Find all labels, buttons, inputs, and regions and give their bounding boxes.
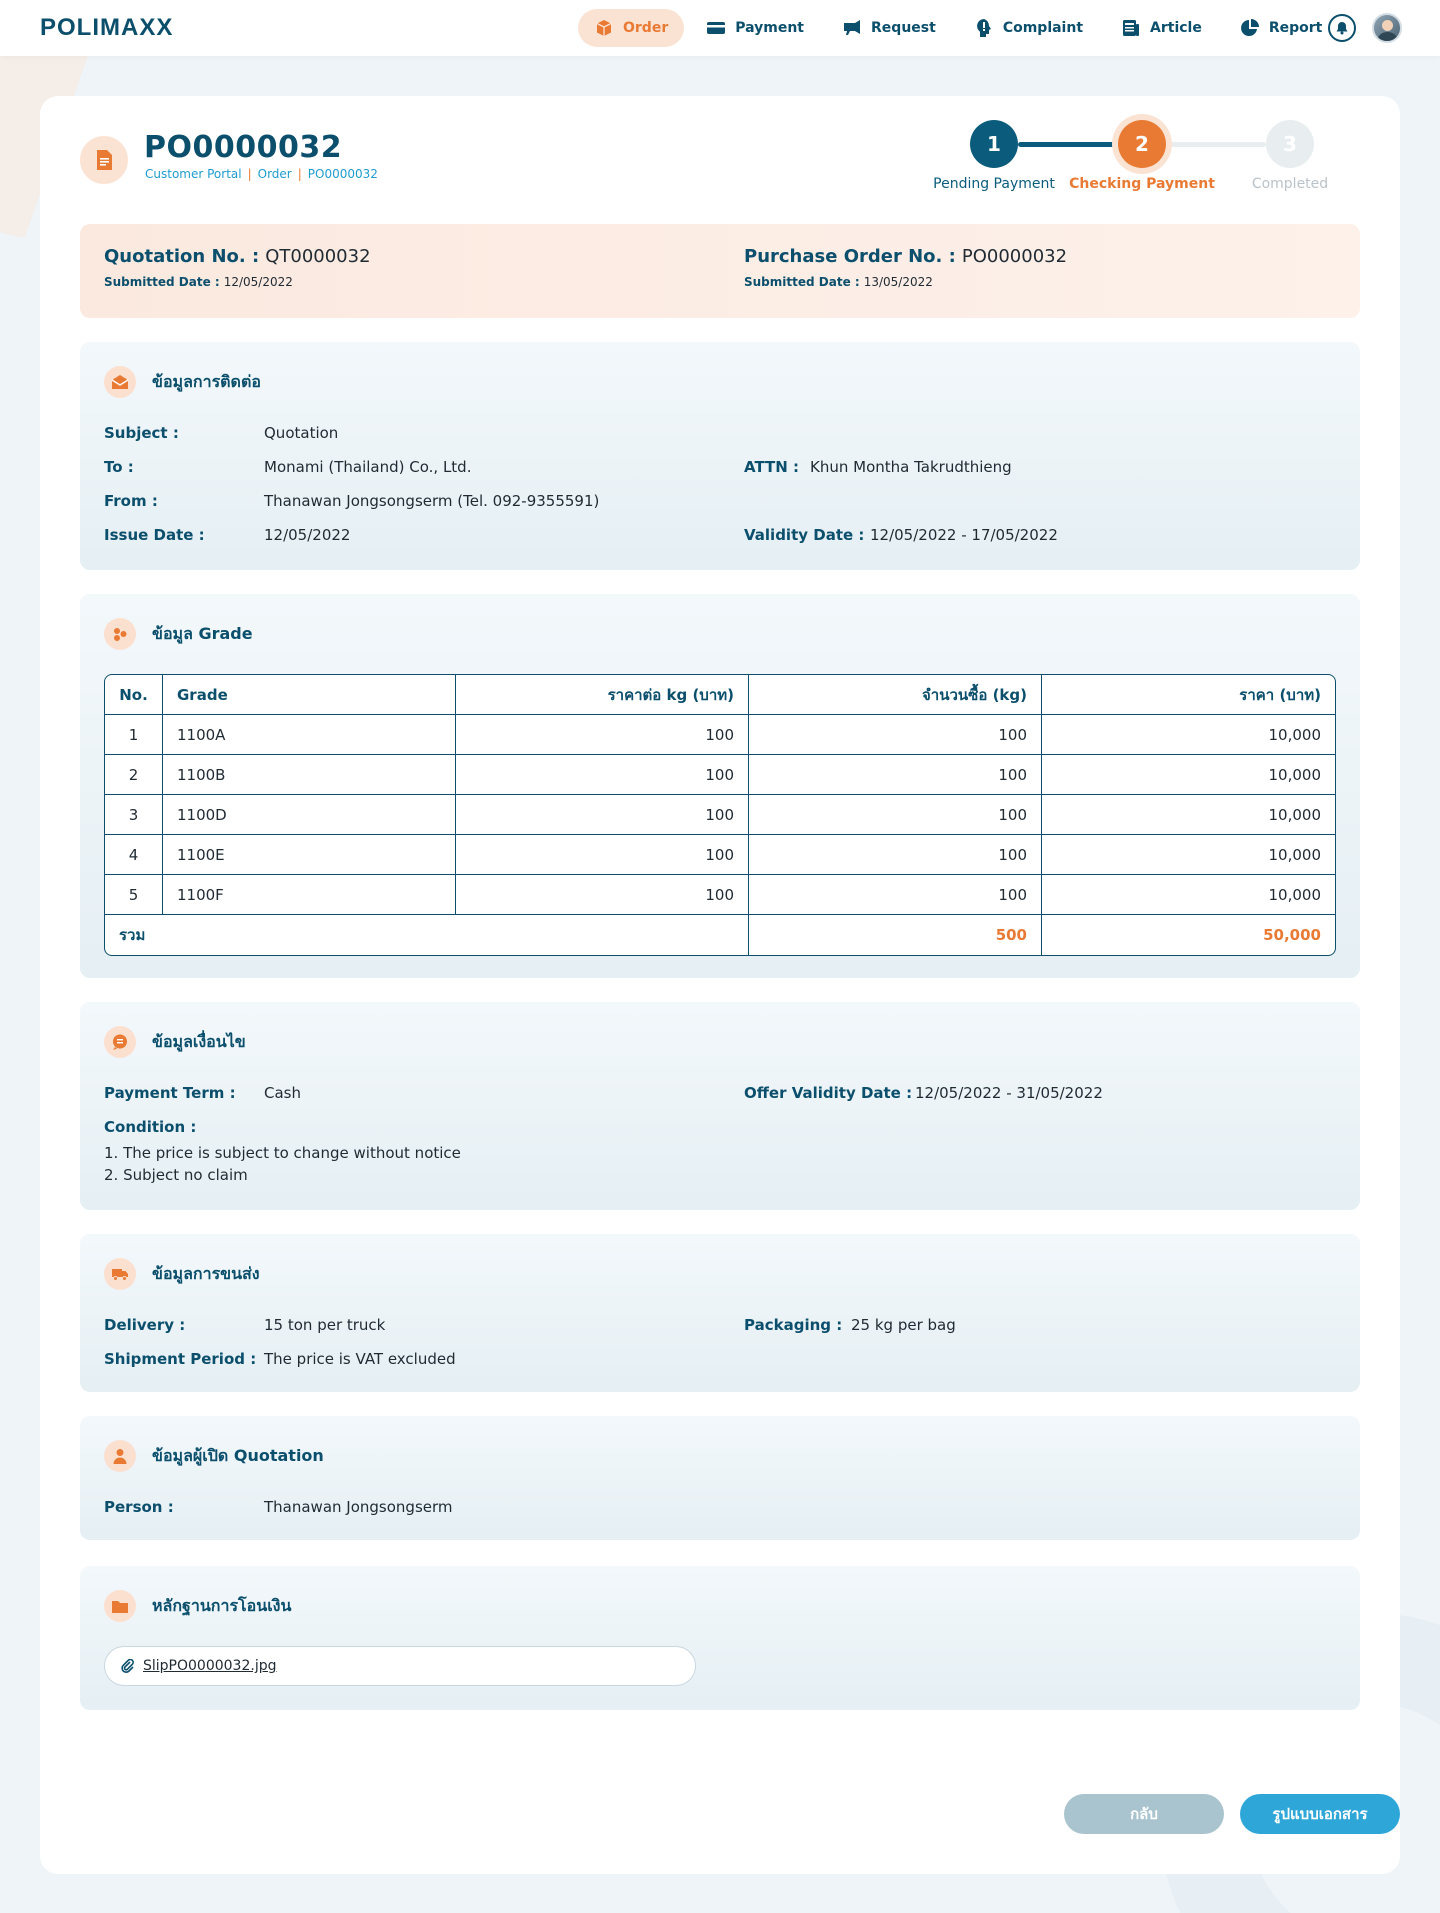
complaint-icon xyxy=(974,18,994,38)
section-title: ข้อมูลเงื่อนไข xyxy=(152,1031,246,1051)
grade-table xyxy=(104,674,1336,956)
row-amount: 10,000 xyxy=(1042,755,1335,795)
row-no: 5 xyxy=(105,875,163,915)
po-date-label: Submitted Date : xyxy=(744,275,860,289)
table-row xyxy=(105,715,1335,755)
payment-term-value: Cash xyxy=(264,1084,301,1102)
row-qty: 100 xyxy=(749,875,1042,915)
chat-icon xyxy=(104,1026,136,1058)
table-total-row xyxy=(105,915,1335,955)
packaging-value: 25 kg per bag xyxy=(851,1316,956,1334)
bell-icon xyxy=(1335,21,1349,35)
contact-section xyxy=(80,342,1360,570)
step-2-label: Checking Payment xyxy=(1069,176,1215,192)
nav-item-label: Report xyxy=(1268,20,1323,36)
step-connector xyxy=(1018,142,1118,147)
row-grade: 1100B xyxy=(163,755,456,795)
step-1-circle: 1 xyxy=(970,120,1018,168)
packaging-label: Packaging : xyxy=(744,1316,843,1334)
nav-item-payment[interactable] xyxy=(690,9,820,47)
quotation-no-label: Quotation No. : xyxy=(104,246,260,267)
terms-section xyxy=(80,1002,1360,1210)
user-avatar[interactable] xyxy=(1372,13,1402,43)
issue-date-label: Issue Date : xyxy=(104,526,205,544)
nav-item-order[interactable] xyxy=(578,9,684,47)
po-date: 13/05/2022 xyxy=(863,275,933,289)
total-label: รวม xyxy=(105,915,749,955)
row-no: 4 xyxy=(105,835,163,875)
delivery-label: Delivery : xyxy=(104,1316,186,1334)
condition-item: 2. Subject no claim xyxy=(104,1166,248,1184)
payment-term-label: Payment Term : xyxy=(104,1084,236,1102)
validity-date-label: Validity Date : xyxy=(744,526,865,544)
section-title: ข้อมูลผู้เปิด Quotation xyxy=(152,1445,324,1465)
row-amount: 10,000 xyxy=(1042,795,1335,835)
column-header: Grade xyxy=(163,675,456,715)
validity-date-value: 12/05/2022 - 17/05/2022 xyxy=(870,526,1058,544)
quotation-no: QT0000032 xyxy=(265,246,371,267)
condition-label: Condition : xyxy=(104,1118,197,1136)
back-button[interactable]: กลับ xyxy=(1064,1794,1224,1834)
nav-item-label: Article xyxy=(1150,20,1202,36)
grade-section xyxy=(80,594,1360,978)
shipping-section xyxy=(80,1234,1360,1392)
row-amount: 10,000 xyxy=(1042,875,1335,915)
attachment-link[interactable]: SlipPO0000032.jpg xyxy=(143,1658,277,1674)
row-amount: 10,000 xyxy=(1042,835,1335,875)
quotation-summary xyxy=(80,224,1360,318)
row-qty: 100 xyxy=(749,715,1042,755)
megaphone-icon xyxy=(842,18,862,38)
top-navbar xyxy=(0,0,1440,56)
breadcrumb-item[interactable]: Order xyxy=(257,167,292,181)
truck-icon xyxy=(104,1258,136,1290)
breadcrumb-item: PO0000032 xyxy=(307,167,378,181)
subject-value: Quotation xyxy=(264,424,339,442)
row-price-per-kg: 100 xyxy=(456,795,749,835)
column-header: ราคา (บาท) xyxy=(1042,675,1335,715)
table-row xyxy=(105,835,1335,875)
from-label: From : xyxy=(104,492,158,510)
column-header: จำนวนซื้อ (kg) xyxy=(749,675,1042,715)
to-label: To : xyxy=(104,458,134,476)
attn-label: ATTN : xyxy=(744,458,800,476)
nav-item-request[interactable] xyxy=(826,9,952,47)
paperclip-icon xyxy=(121,1659,135,1673)
column-header: ราคาต่อ kg (บาท) xyxy=(456,675,749,715)
row-price-per-kg: 100 xyxy=(456,715,749,755)
row-qty: 100 xyxy=(749,795,1042,835)
row-grade: 1100A xyxy=(163,715,456,755)
section-title: ข้อมูลการขนส่ง xyxy=(152,1263,260,1283)
po-no: PO0000032 xyxy=(961,246,1068,267)
page-title: PO0000032 xyxy=(144,130,343,165)
attn-value: Khun Montha Takrudthieng xyxy=(810,458,1012,476)
nav-menu xyxy=(578,9,1338,47)
document-icon xyxy=(80,136,128,184)
row-price-per-kg: 100 xyxy=(456,875,749,915)
nav-item-article[interactable] xyxy=(1105,9,1218,47)
table-row xyxy=(105,795,1335,835)
card-icon xyxy=(706,18,726,38)
to-value: Monami (Thailand) Co., Ltd. xyxy=(264,458,472,476)
shipment-period-value: The price is VAT excluded xyxy=(264,1350,456,1368)
step-2-circle: 2 xyxy=(1118,120,1166,168)
folder-icon xyxy=(104,1590,136,1622)
nav-item-report[interactable] xyxy=(1224,9,1339,47)
breadcrumb-item[interactable]: Customer Portal xyxy=(145,167,242,181)
row-grade: 1100F xyxy=(163,875,456,915)
person-value: Thanawan Jongsongserm xyxy=(264,1498,453,1516)
row-no: 1 xyxy=(105,715,163,755)
po-no-label: Purchase Order No. : xyxy=(744,246,956,267)
step-3-circle: 3 xyxy=(1266,120,1314,168)
quotation-opener-section xyxy=(80,1416,1360,1540)
table-row xyxy=(105,755,1335,795)
breadcrumb: Customer Portal | Order | PO0000032 xyxy=(145,167,378,181)
nav-item-complaint[interactable] xyxy=(958,9,1099,47)
row-no: 2 xyxy=(105,755,163,795)
offer-validity-label: Offer Validity Date : xyxy=(744,1084,913,1102)
row-amount: 10,000 xyxy=(1042,715,1335,755)
row-grade: 1100E xyxy=(163,835,456,875)
attachment-file[interactable] xyxy=(104,1646,696,1686)
condition-list xyxy=(104,1142,461,1186)
section-title: ข้อมูลการติดต่อ xyxy=(152,371,261,391)
column-header: No. xyxy=(105,675,163,715)
shipment-period-label: Shipment Period : xyxy=(104,1350,257,1368)
condition-item: 1. The price is subject to change without notice xyxy=(104,1144,461,1162)
nav-item-label: Complaint xyxy=(1002,20,1084,36)
box-icon xyxy=(594,18,614,38)
offer-validity-value: 12/05/2022 - 31/05/2022 xyxy=(915,1084,1103,1102)
quotation-date-label: Submitted Date : xyxy=(104,275,220,289)
notification-button[interactable] xyxy=(1328,14,1356,42)
grade-icon xyxy=(104,618,136,650)
logo[interactable]: POLIMAXX xyxy=(40,14,174,41)
step-3-label: Completed xyxy=(1251,176,1329,192)
document-format-button[interactable]: รูปแบบเอกสาร xyxy=(1240,1794,1400,1834)
quotation-date: 12/05/2022 xyxy=(223,275,293,289)
delivery-value: 15 ton per truck xyxy=(264,1316,386,1334)
table-header-row xyxy=(105,675,1335,715)
total-qty: 500 xyxy=(749,915,1042,955)
person-label: Person : xyxy=(104,1498,174,1516)
from-value: Thanawan Jongsongserm (Tel. 092-9355591) xyxy=(264,492,600,510)
row-no: 3 xyxy=(105,795,163,835)
section-title: หลักฐานการโอนเงิน xyxy=(152,1595,292,1615)
row-price-per-kg: 100 xyxy=(456,835,749,875)
section-title: ข้อมูล Grade xyxy=(152,623,253,643)
total-amount: 50,000 xyxy=(1263,926,1321,944)
nav-item-label: Request xyxy=(871,20,936,36)
transfer-evidence-section xyxy=(80,1566,1360,1710)
table-row xyxy=(105,875,1335,915)
row-grade: 1100D xyxy=(163,795,456,835)
order-stepper xyxy=(920,120,1340,200)
subject-label: Subject : xyxy=(104,424,179,442)
row-qty: 100 xyxy=(749,755,1042,795)
person-icon xyxy=(104,1440,136,1472)
article-icon xyxy=(1121,18,1141,38)
mail-open-icon xyxy=(104,366,136,398)
row-price-per-kg: 100 xyxy=(456,755,749,795)
issue-date-value: 12/05/2022 xyxy=(264,526,351,544)
row-qty: 100 xyxy=(749,835,1042,875)
order-detail-card xyxy=(40,96,1400,1874)
step-1-label: Pending Payment xyxy=(933,176,1055,192)
nav-item-label: Order xyxy=(623,20,669,36)
nav-item-label: Payment xyxy=(735,20,805,36)
pie-chart-icon xyxy=(1240,18,1260,38)
step-connector xyxy=(1166,142,1266,147)
